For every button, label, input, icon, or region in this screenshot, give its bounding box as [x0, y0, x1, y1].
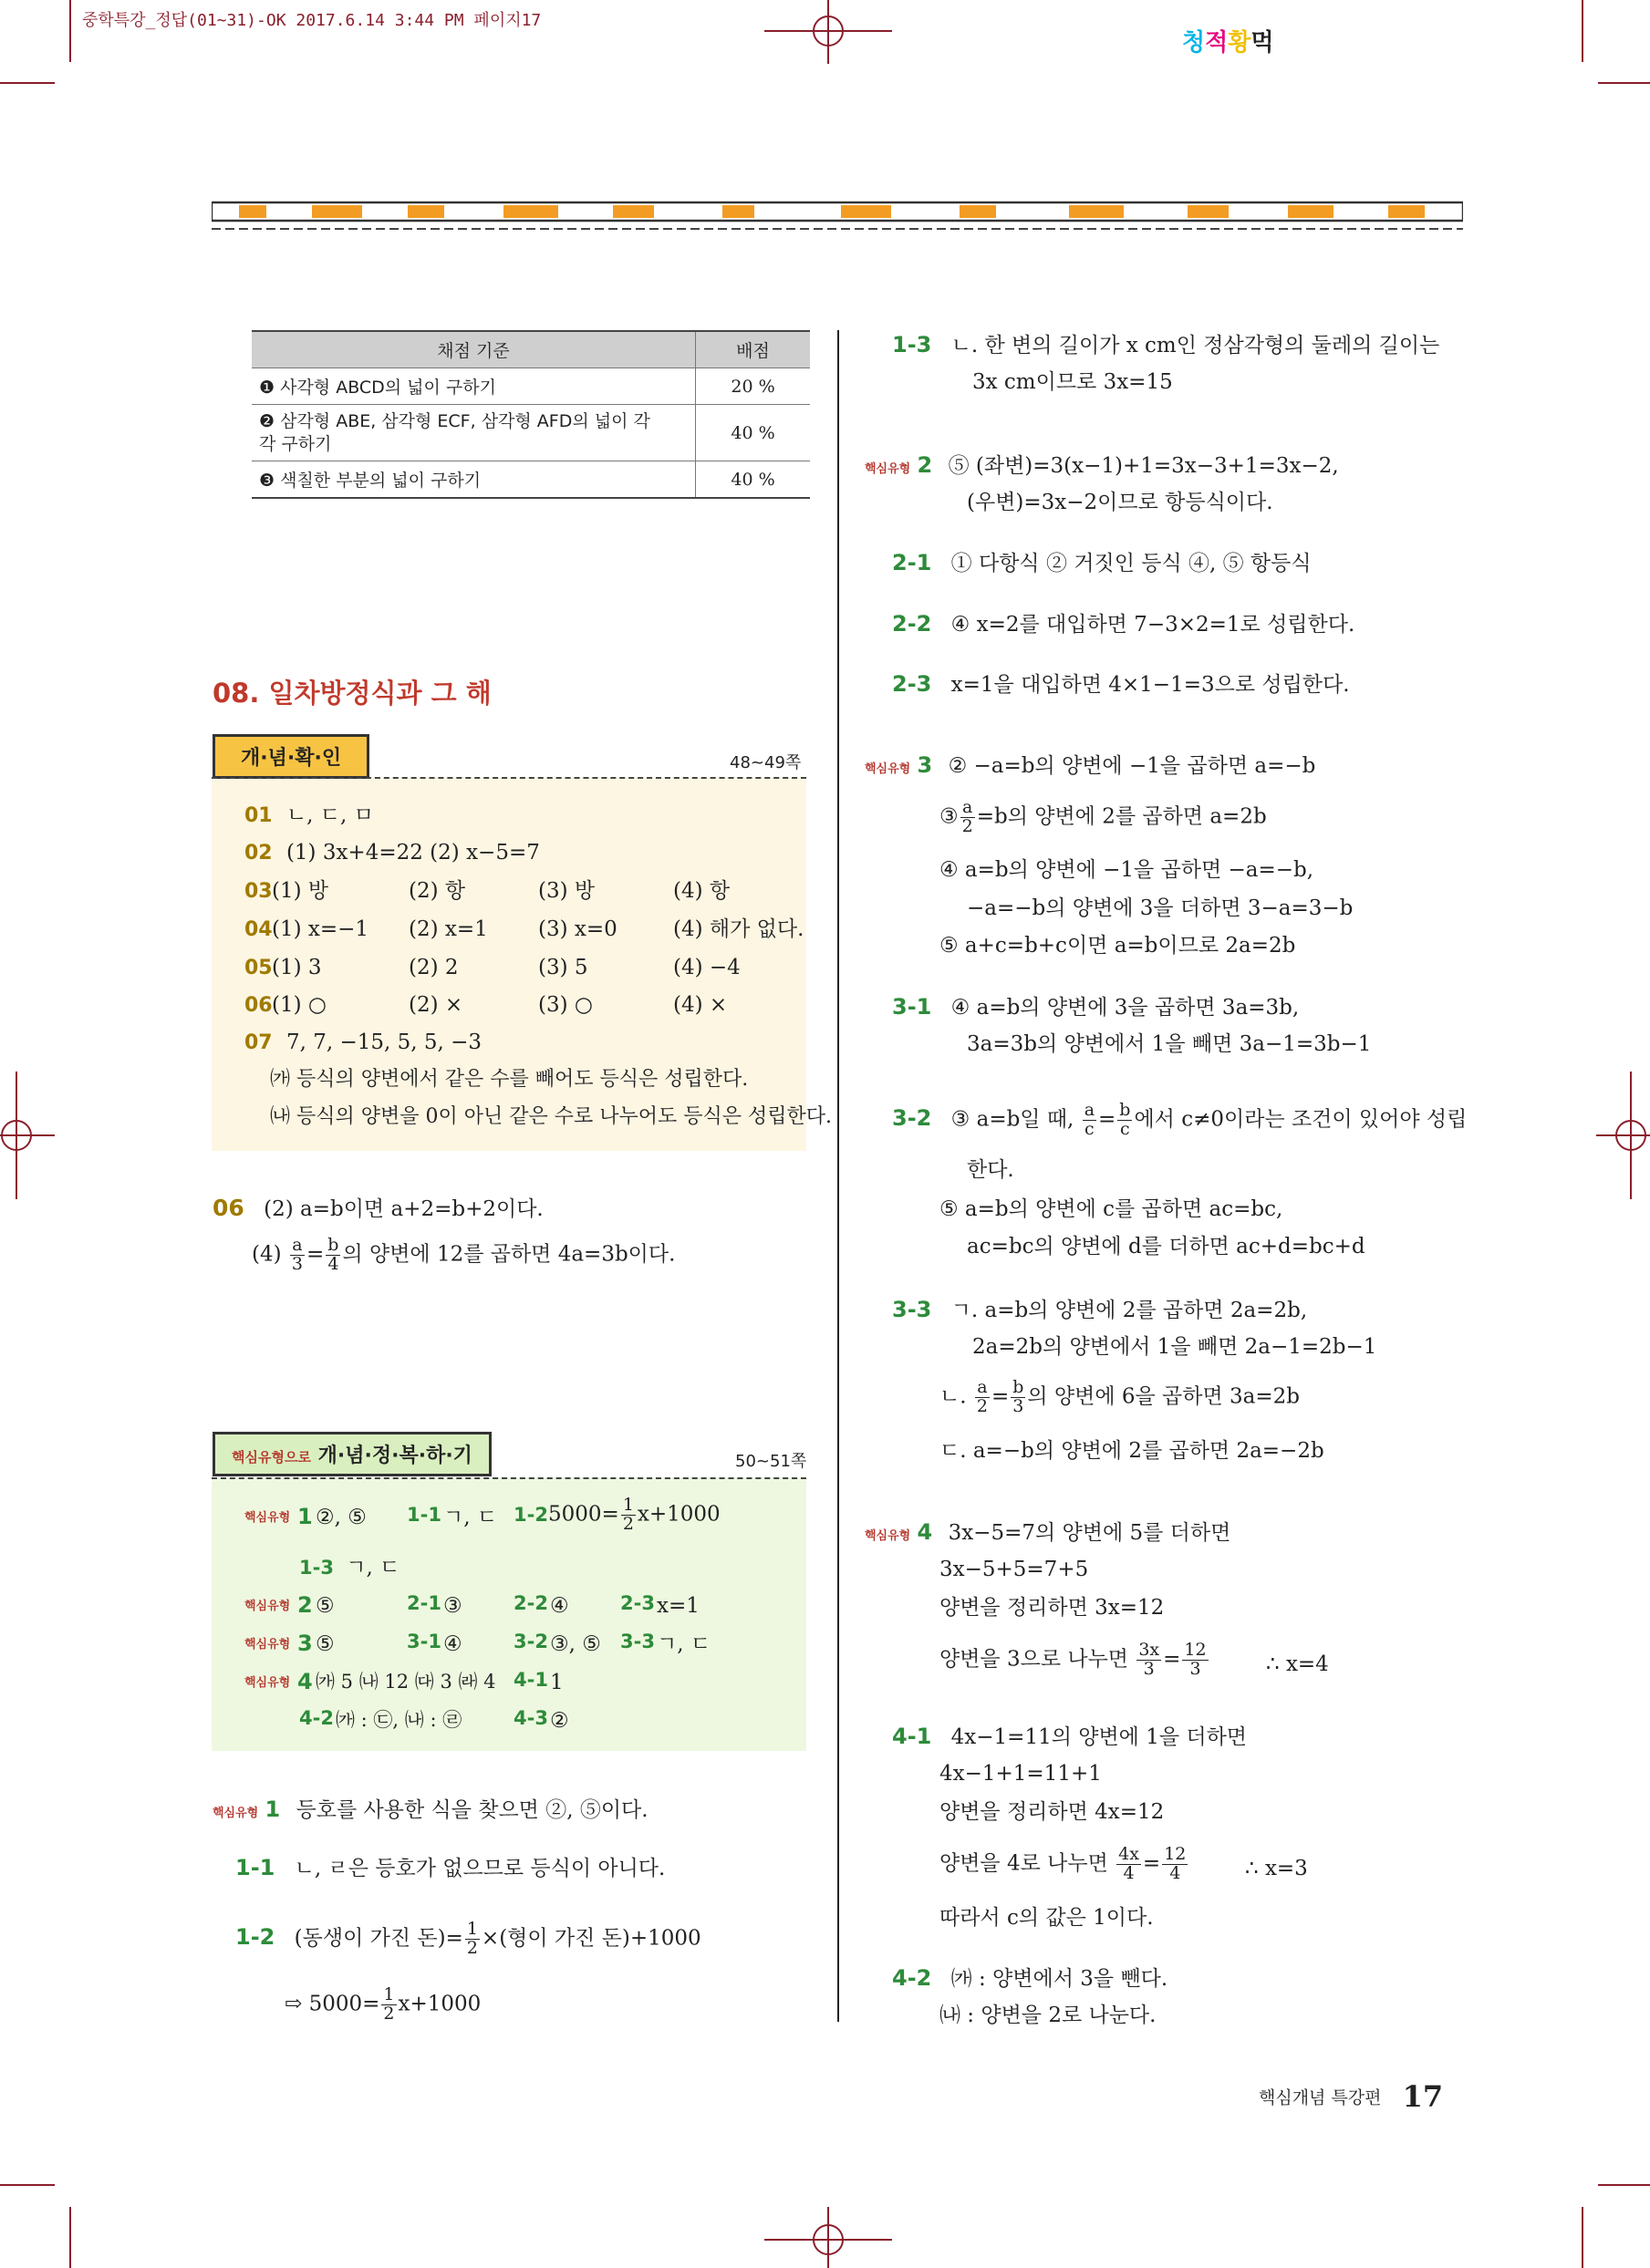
fraction: $\frac{b}{c}$	[1119, 1100, 1131, 1139]
core-2-l2: (우변)=3x−2이므로 항등식이다.	[967, 491, 1273, 514]
brand-m: 적	[1205, 29, 1229, 57]
registration-mark-bottom	[764, 2207, 892, 2268]
answer-text: ②, ⑤	[316, 1506, 367, 1529]
explain-text: (2) a=b이면 a+2=b+2이다.	[264, 1197, 544, 1221]
review-title: 개·념·정·복·하·기	[317, 1445, 472, 1467]
answer-text: (1) 3x+4=22 (2) x−5=7	[285, 841, 540, 865]
answer-text: ②	[550, 1709, 569, 1733]
core-number: 1	[265, 1797, 281, 1822]
solution-3-1: 3-1 ④ a=b의 양변에 3을 곱하면 3a=3b,	[892, 994, 1300, 1020]
solution-text: (동생이 가진 돈)=	[294, 1926, 463, 1951]
solution-2-3: 2-3 x=1을 대입하면 4×1−1=3으로 성립한다.	[892, 671, 1350, 697]
problem-number: 06	[244, 994, 273, 1017]
review-row-3	[244, 1631, 792, 1662]
review-badge	[213, 1432, 492, 1476]
criterion-text: 삼각형 ABE, 삼각형 ECF, 삼각형 AFD의 넓이 각	[280, 411, 650, 431]
problem-tag: 3-2	[892, 1105, 932, 1132]
explain-06-line2: (4) $\frac{a}{3}$ = $\frac{b}{4}$ 의 양변에 12를 곱하면 4a=3b이다.	[252, 1235, 676, 1274]
core-3-l4: −a=−b의 양변에 3을 더하면 3−a=3−b	[967, 896, 1354, 920]
problem-number: 05	[244, 957, 273, 979]
answer-text: ③, ⑤	[550, 1632, 601, 1656]
note-na: ㈏ 등식의 양변을 0이 아닌 같은 수로 나누어도 등식은 성립한다.	[270, 1105, 832, 1128]
explain-06-line1	[213, 1196, 544, 1220]
solution-3-2-l3: ⑤ a=b의 양변에 c를 곱하면 ac=bc,	[939, 1197, 1283, 1221]
answer-row	[244, 805, 374, 826]
review-row-1b	[299, 1558, 400, 1579]
core-label: 핵심유형	[244, 1600, 291, 1613]
core-number: 4	[297, 1669, 313, 1694]
core-number: 1	[297, 1504, 313, 1529]
fraction: $\frac{b}{3}$	[1012, 1377, 1024, 1416]
core-2-solution: 핵심유형 2 ⑤ (좌변)=3(x−1)+1=3x−3+1=3x−2,	[865, 452, 1339, 478]
review-row-4	[244, 1669, 792, 1700]
problem-number: 02	[244, 842, 273, 865]
criterion-text: 색칠한 부분의 넓이 구하기	[280, 471, 482, 492]
crop-mark	[1582, 0, 1583, 62]
solution-3-3-l4: ㄷ. a=−b의 양변에 2를 곱하면 2a=−2b	[939, 1439, 1324, 1463]
answer-text: ㄱ, ㄷ	[657, 1632, 711, 1656]
answer-text: ⑤	[316, 1594, 335, 1618]
review-row-1	[244, 1495, 792, 1535]
solution-4-1-l3: 양변을 정리하면 4x=12	[939, 1800, 1165, 1824]
core-4-l2: 3x−5+5=7+5	[939, 1558, 1089, 1581]
solution-3-1-l2: 3a=3b의 양변에서 1을 빼면 3a−1=3b−1	[967, 1032, 1372, 1056]
dashed-divider	[212, 1477, 806, 1479]
book-title: 핵심개념 특강편	[1259, 2087, 1382, 2108]
problem-tag: 3-1	[892, 994, 932, 1020]
problem-tag: 2-1	[407, 1592, 441, 1614]
answer-text: x=1	[657, 1594, 700, 1618]
core-label: 핵심유형	[244, 1676, 291, 1690]
column-divider	[837, 330, 839, 2022]
problem-tag: 2-2	[514, 1592, 548, 1614]
solution-1-3-l2: 3x cm이므로 3x=15	[972, 370, 1173, 394]
core-number: 2	[917, 452, 933, 478]
answer-cell: (3) 방	[538, 879, 596, 903]
decorative-banner	[212, 199, 1463, 235]
answer-cell: (3) ○	[538, 993, 593, 1017]
problem-tag: 2-1	[892, 550, 932, 575]
score-cell: 40 %	[696, 405, 811, 461]
review-prefix: 핵심유형으로	[232, 1449, 311, 1465]
fraction: $\frac{3x}{3}$	[1138, 1640, 1160, 1679]
crop-mark	[69, 2207, 71, 2268]
answer-text: ④	[443, 1632, 462, 1656]
answer-text: 1	[550, 1671, 564, 1694]
problem-number: 06	[213, 1195, 244, 1221]
crop-mark	[0, 82, 55, 84]
problem-tag: 4-1	[514, 1669, 548, 1691]
brand-c: 청	[1182, 29, 1206, 57]
core-number: 3	[917, 752, 933, 778]
grading-table	[252, 330, 810, 499]
fraction: $\frac{4x}{4}$	[1118, 1844, 1139, 1883]
core-label: 핵심유형	[213, 1807, 259, 1820]
step-marker: ❶	[259, 378, 275, 398]
solution-1-1	[235, 1857, 665, 1880]
problem-tag: 4-2	[892, 1965, 932, 1991]
core-3-solution: 핵심유형 3 ② −a=b의 양변에 −1을 곱하면 a=−b	[865, 752, 1316, 778]
solution-4-2-l2: ㈏ : 양변을 2로 나눈다.	[939, 2004, 1157, 2027]
fraction: $\frac{1}{2}$	[622, 1495, 634, 1534]
table-row	[252, 461, 810, 499]
explain-text: 의 양변에 12를 곱하면 4a=3b이다.	[342, 1242, 676, 1267]
answer-cell: (2) 항	[409, 879, 466, 903]
problem-tag: 1-3	[299, 1557, 334, 1579]
table-header: 배점	[696, 331, 811, 368]
answer-row	[244, 843, 540, 864]
problem-number: 07	[244, 1031, 273, 1054]
problem-tag: 1-2	[235, 1924, 275, 1951]
answer-cell: (4) 항	[673, 879, 731, 903]
core-3-l3: ④ a=b의 양변에 −1을 곱하면 −a=−b,	[939, 858, 1314, 882]
table-header-row	[252, 331, 810, 368]
answer-cell: (1) 방	[272, 879, 329, 903]
solution-3-2-l4: ac=bc의 양변에 d를 더하면 ac+d=bc+d	[967, 1235, 1365, 1258]
solution-4-2: 4-2 ㈎ : 양변에서 3을 뺀다.	[892, 1965, 1168, 1991]
solution-text: 등호를 사용한 식을 찾으면 ②, ⑤이다.	[296, 1798, 649, 1822]
solution-1-2	[235, 1921, 701, 1958]
solution-text: ㄴ, ㄹ은 등호가 없으므로 등식이 아니다.	[294, 1857, 666, 1880]
solution-4-1-l5: 따라서 c의 값은 1이다.	[939, 1906, 1154, 1930]
solution-4-1-l4: 양변을 4로 나누면 $\frac{4x}{4}$ = $\frac{12}{4}$ ∴ x=3	[939, 1844, 1308, 1883]
solution-3-3-l2: 2a=2b의 양변에서 1을 빼면 2a−1=2b−1	[972, 1335, 1377, 1359]
table-row	[252, 405, 810, 461]
solution-3-2: 3-2 ③ a=b일 때, $\frac{a}{c}$ = $\frac{b}{c}$ 에서 c≠0이라는 조건이 있어야 성립	[892, 1100, 1468, 1139]
core-3-l5: ⑤ a+c=b+c이면 a=b이므로 2a=2b	[939, 934, 1296, 958]
concept-check-badge: 개·념·확·인	[213, 734, 369, 779]
score-cell: 20 %	[696, 368, 811, 405]
answer-cell: (2) x=1	[409, 917, 488, 941]
solution-text: ×(형이 가진 돈)+1000	[481, 1926, 701, 1951]
fraction: $\frac{a}{c}$	[1084, 1100, 1095, 1139]
core-4-l3: 양변을 정리하면 3x=12	[939, 1596, 1165, 1620]
crop-mark	[69, 0, 71, 62]
answer-row	[244, 917, 804, 941]
page-number: 17	[1402, 2079, 1444, 2114]
footer	[1259, 2079, 1443, 2114]
page-range: 48~49쪽	[730, 753, 802, 772]
solution-1-2-result: ⇨ 5000= $\frac{1}{2}$ x+1000	[285, 1984, 482, 2024]
fraction: $\frac{12}{3}$	[1184, 1640, 1207, 1679]
table-row	[252, 368, 810, 405]
core-4-solution: 핵심유형 4 3x−5=7의 양변에 5를 더하면	[865, 1519, 1231, 1545]
color-brand	[1182, 24, 1274, 57]
solution-4-1: 4-1 4x−1=11의 양변에 1을 더하면	[892, 1724, 1248, 1749]
core-3-l2: ③ $\frac{a}{2}$ =b의 양변에 2를 곱하면 a=2b	[939, 797, 1267, 836]
answer-text: ㄱ, ㄷ	[443, 1506, 498, 1529]
core-label: 핵심유형	[865, 762, 911, 776]
fraction: $\frac{12}{4}$	[1164, 1844, 1187, 1883]
solution-1-3: 1-3 ㄴ. 한 변의 길이가 x cm인 정삼각형의 둘레의 길이는	[892, 332, 1440, 357]
problem-tag: 2-2	[892, 611, 932, 637]
answer-text: ⑤	[316, 1632, 335, 1656]
problem-number: 04	[244, 918, 273, 941]
answer-text: ㈎ : ㉢, ㈏ : ㉣	[336, 1709, 462, 1731]
problem-tag: 2-3	[620, 1592, 655, 1614]
criterion-text: 사각형 ABCD의 넓이 구하기	[280, 378, 496, 398]
score-cell: 40 %	[696, 461, 811, 499]
page-range: 50~51쪽	[735, 1452, 807, 1471]
answer-cell: (3) 5	[538, 956, 588, 979]
dashed-divider	[212, 777, 806, 779]
answer-cell: (1) 3	[272, 956, 322, 979]
fraction: $\frac{1}{2}$	[383, 1984, 395, 2024]
core-4-l4: 양변을 3으로 나누면 $\frac{3x}{3}$ = $\frac{12}{3}$ ∴ x=4	[939, 1640, 1329, 1679]
crop-mark	[1598, 82, 1650, 84]
section-title: 08. 일차방정식과 그 해	[213, 678, 492, 709]
core-label: 핵심유형	[865, 462, 911, 476]
review-row-4b	[299, 1707, 792, 1738]
answer-cell: (4) ×	[673, 993, 728, 1017]
core-label: 핵심유형	[865, 1529, 911, 1543]
registration-mark-left	[0, 1072, 55, 1199]
problem-tag: 4-2	[299, 1707, 334, 1729]
fraction: $\frac{a}{2}$	[961, 797, 973, 836]
crop-mark	[1582, 2207, 1583, 2268]
core-number: 2	[297, 1592, 313, 1618]
step-marker: ❸	[259, 471, 275, 492]
answer-cell: (1) x=−1	[272, 917, 369, 941]
answer-cell: (2) ×	[409, 993, 463, 1017]
answer-row	[244, 956, 741, 979]
arrow-icon: ⇨	[285, 1992, 303, 2016]
core-label: 핵심유형	[244, 1511, 291, 1525]
answer-cell: (4) 해가 없다.	[673, 917, 804, 941]
problem-tag: 1-1	[235, 1855, 275, 1880]
step-marker: ❷	[259, 411, 275, 431]
problem-tag: 3-1	[407, 1631, 441, 1652]
fraction: $\frac{a}{3}$	[291, 1235, 303, 1274]
answer-row	[244, 993, 728, 1017]
answer-cell: (4) −4	[673, 956, 741, 979]
core-1-solution	[213, 1798, 649, 1821]
answer-cell: (3) x=0	[538, 917, 617, 941]
solution-2-1: 2-1 ① 다항식 ② 거짓인 등식 ④, ⑤ 항등식	[892, 550, 1312, 575]
problem-tag: 1-2	[514, 1504, 548, 1526]
solution-2-2: 2-2 ④ x=2를 대입하면 7−3×2=1로 성립한다.	[892, 611, 1355, 637]
answer-text: ④	[550, 1594, 569, 1618]
crop-mark	[0, 2184, 55, 2186]
answer-text: 7, 7, −15, 5, 5, −3	[285, 1030, 483, 1054]
table-header: 채점 기준	[252, 331, 696, 368]
problem-tag: 1-1	[407, 1504, 441, 1526]
registration-mark-right	[1596, 1072, 1650, 1199]
file-info: 중학특강_정답(01~31)-OK 2017.6.14 3:44 PM 페이지17	[82, 11, 542, 30]
answer-text: ㈎ 5 ㈏ 12 ㈐ 3 ㈑ 4	[316, 1671, 496, 1693]
registration-mark-top	[764, 0, 892, 64]
problem-tag: 3-2	[514, 1631, 548, 1652]
brand-y: 황	[1228, 29, 1251, 57]
fraction: $\frac{b}{4}$	[327, 1235, 339, 1274]
explain-text: (4)	[252, 1242, 282, 1267]
solution-3-2-l2: 한다.	[967, 1158, 1014, 1182]
solution-3-3-l3: ㄴ. $\frac{a}{2}$ = $\frac{b}{3}$ 의 양변에 6을 곱하면 3a=2b	[939, 1377, 1300, 1416]
review-row-2	[244, 1592, 792, 1623]
brand-k: 먹	[1250, 29, 1274, 57]
answer-text: ③	[443, 1594, 462, 1618]
fraction: $\frac{1}{2}$	[466, 1919, 478, 1958]
problem-number: 03	[244, 880, 273, 903]
answer-text: ㄱ, ㄷ	[346, 1556, 400, 1579]
core-number: 4	[917, 1519, 933, 1545]
problem-tag: 1-3	[892, 332, 932, 357]
answer-row	[244, 1032, 482, 1053]
answer-cell: (2) 2	[409, 956, 459, 979]
problem-tag: 4-3	[514, 1707, 548, 1729]
problem-tag: 2-3	[892, 671, 932, 697]
answer-text: 5000= $\frac{1}{2}$ x+1000	[548, 1495, 721, 1534]
problem-tag: 3-3	[620, 1631, 655, 1652]
note-ga: ㈎ 등식의 양변에서 같은 수를 빼어도 등식은 성립한다.	[270, 1068, 749, 1091]
problem-tag: 3-3	[892, 1297, 932, 1322]
core-label: 핵심유형	[244, 1638, 291, 1652]
answer-row	[244, 879, 731, 903]
core-number: 3	[297, 1631, 313, 1656]
solution-3-3: 3-3 ㄱ. a=b의 양변에 2를 곱하면 2a=2b,	[892, 1297, 1308, 1322]
answer-cell: (1) ○	[272, 993, 327, 1017]
problem-number: 01	[244, 804, 273, 827]
solution-4-1-l2: 4x−1+1=11+1	[939, 1762, 1102, 1786]
fraction: $\frac{a}{2}$	[976, 1377, 988, 1416]
crop-mark	[1598, 2184, 1650, 2186]
problem-tag: 4-1	[892, 1724, 932, 1749]
answer-text: ㄴ, ㄷ, ㅁ	[285, 803, 374, 827]
criterion-text: 각 구하기	[259, 433, 332, 454]
